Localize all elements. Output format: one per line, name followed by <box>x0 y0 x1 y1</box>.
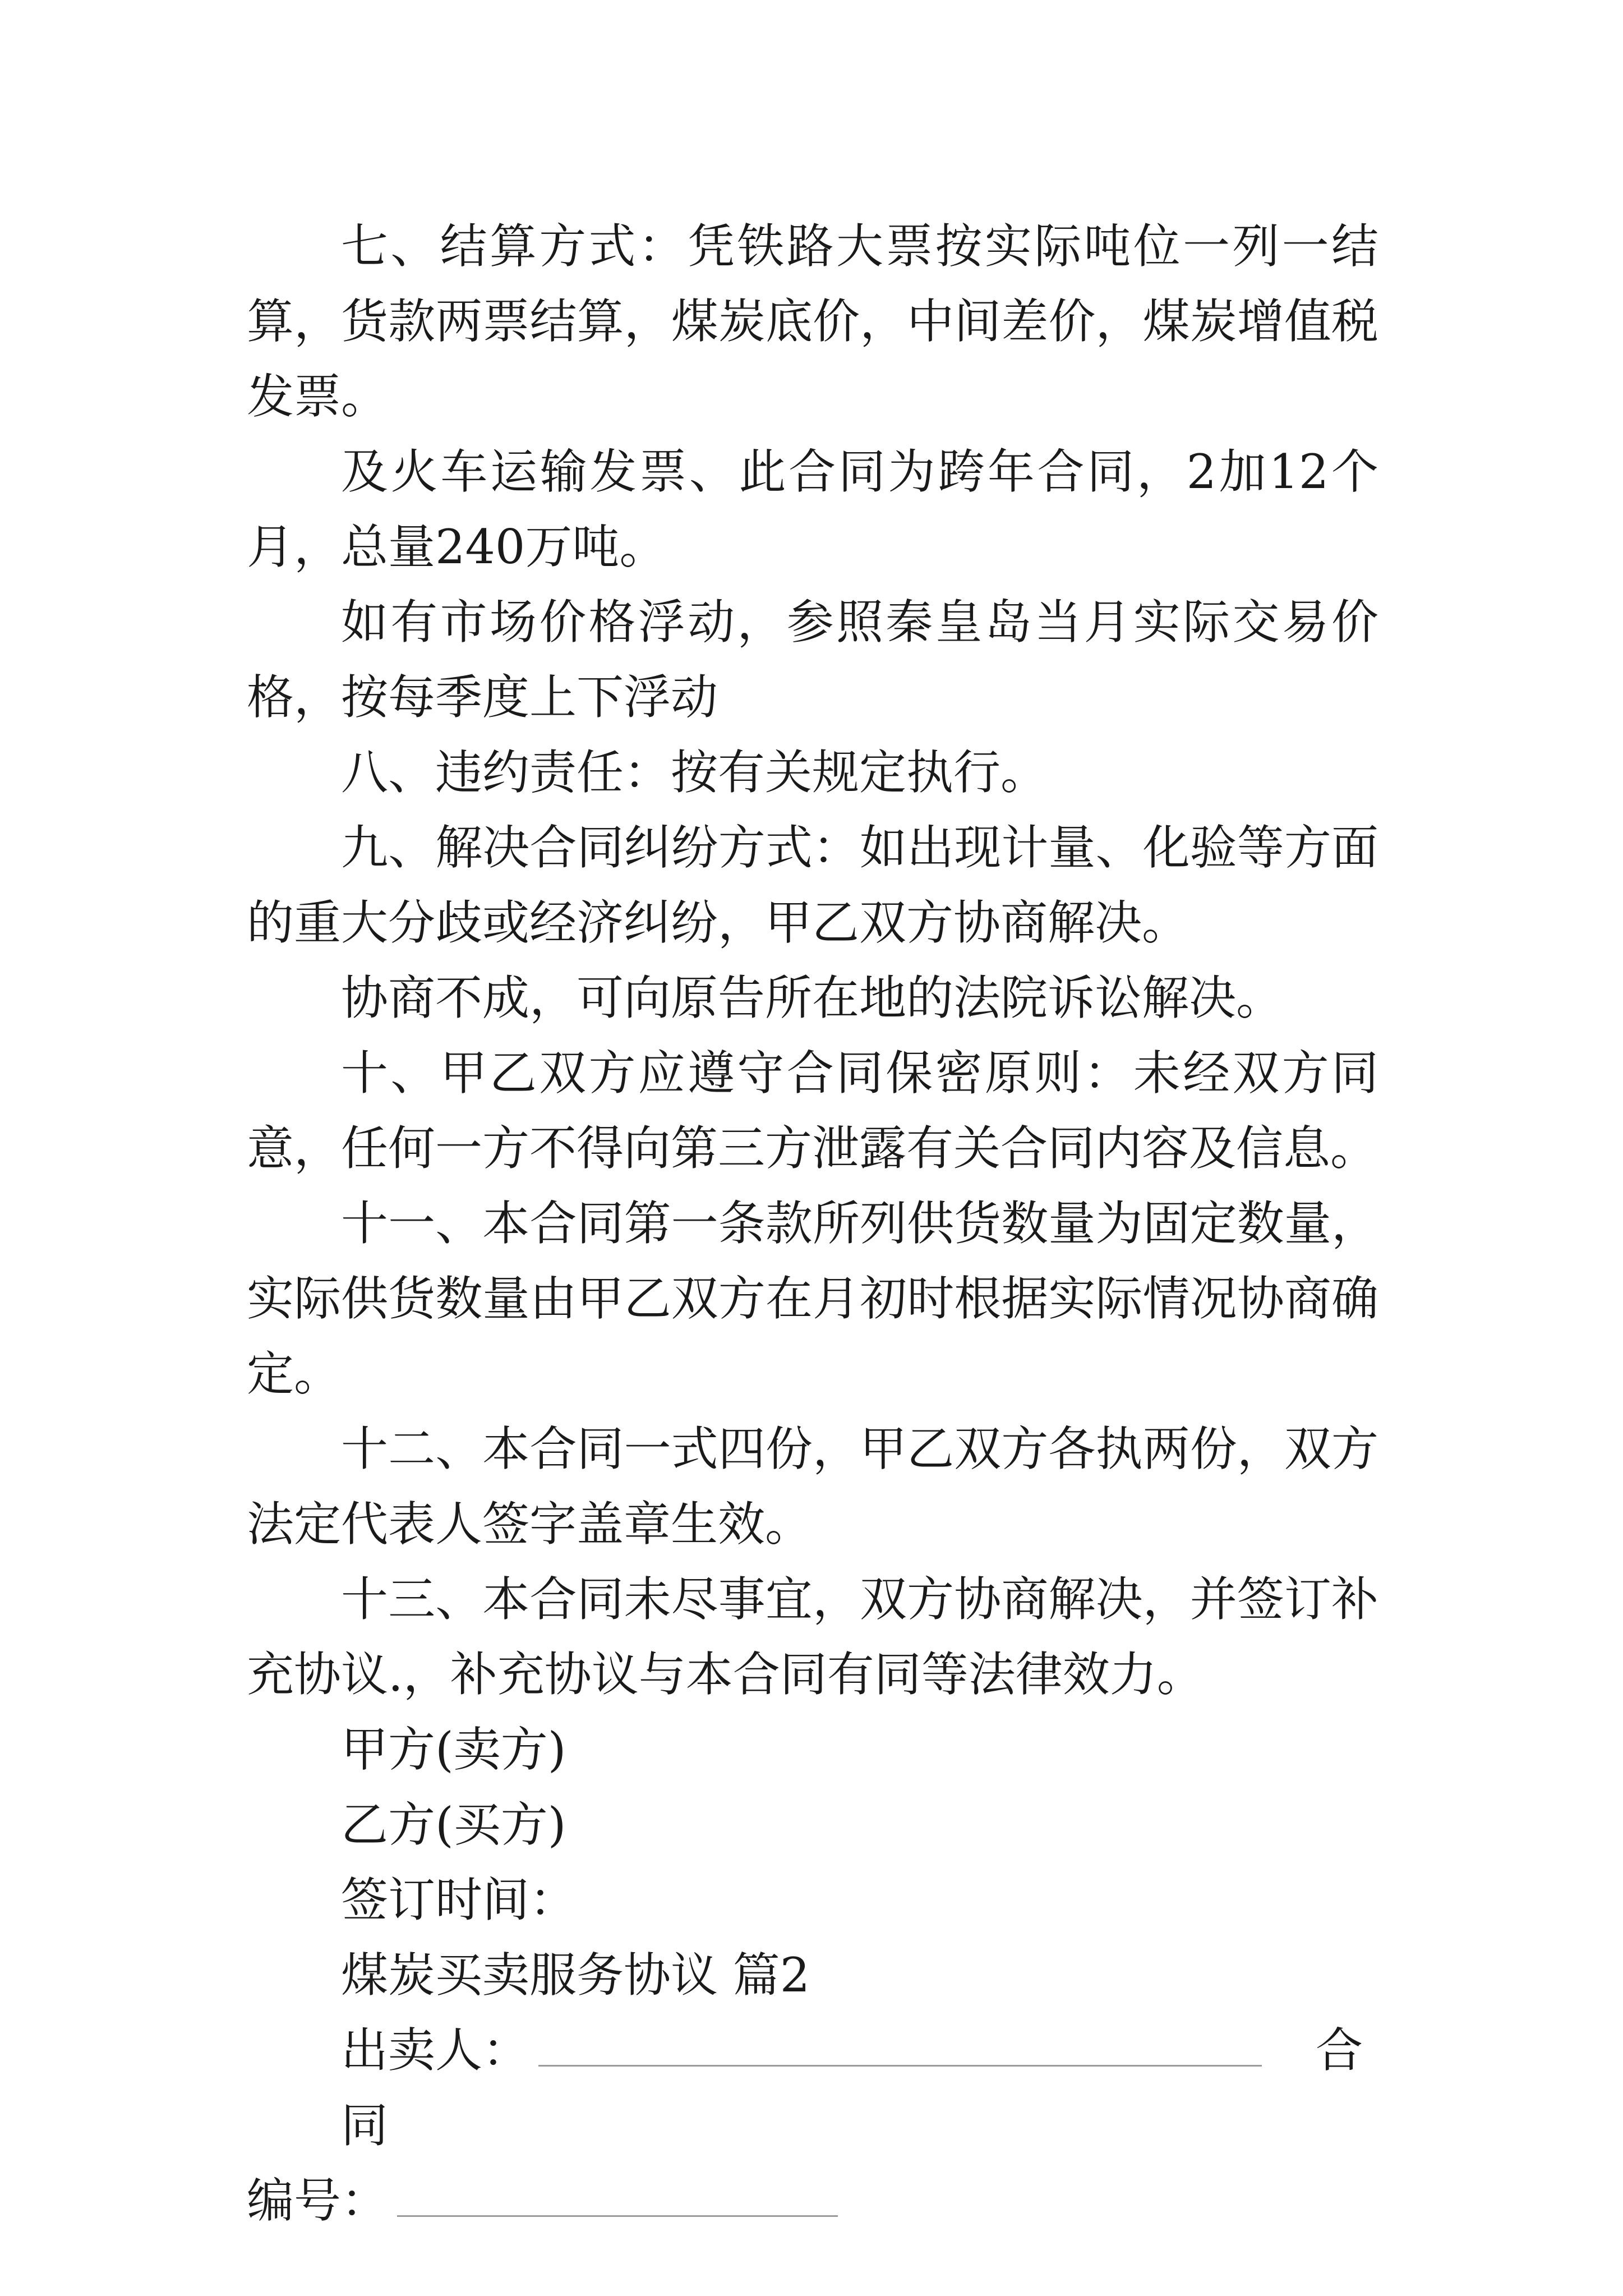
clause-7-price-float: 如有市场价格浮动，参照秦皇岛当月实际交易价格，按每季度上下浮动 <box>247 595 1378 725</box>
seller-label: 出卖人： <box>341 2023 530 2078</box>
party-b-label: 乙方(买方) <box>341 1797 566 1852</box>
contract-number-row <box>247 2163 1378 2238</box>
clause-11-quantity: 十一、本合同第一条款所列供货数量为固定数量，实际供货数量由甲乙双方在月初时根据实际情况协商确定。 <box>247 1196 1378 1401</box>
contract-label-part1: 合同 <box>341 2023 1363 2153</box>
clause-7-settlement: 七、结算方式：凭铁路大票按实际吨位一列一结算，货款两票结算，煤炭底价，中间差价，煤炭增值税发票。 <box>247 219 1378 424</box>
seller-row <box>247 2013 1378 2163</box>
clause-13-supplement: 十三、本合同未尽事宜，双方协商解决，并签订补充协议.，补充协议与本合同有同等法律效力。 <box>247 1572 1378 1702</box>
clause-9-disputes: 九、解决合同纠纷方式：如出现计量、化验等方面的重大分歧或经济纠纷，甲乙双方协商解决。 <box>247 820 1378 950</box>
clause-10-confidentiality: 十、甲乙双方应遵守合同保密原则：未经双方同意，任何一方不得向第三方泄露有关合同内容及信息。 <box>247 1046 1378 1176</box>
clause-7-transport-invoice: 及火车运输发票、此合同为跨年合同，2加12个月，总量240万吨。 <box>247 444 1378 574</box>
contract-number-label: 编号： <box>247 2173 389 2228</box>
clause-12-copies: 十二、本合同一式四份，甲乙双方各执两份，双方法定代表人签字盖章生效。 <box>247 1421 1378 1552</box>
party-a-label: 甲方(卖方) <box>341 1722 566 1777</box>
clause-9-litigation: 协商不成，可向原告所在地的法院诉讼解决。 <box>341 970 1284 1025</box>
section-title: 煤炭买卖服务协议 篇2 <box>341 1948 810 2003</box>
clause-8-breach: 八、违约责任：按有关规定执行。 <box>341 745 1048 800</box>
seller-blank-line[interactable] <box>538 2026 1262 2067</box>
sign-date-label: 签订时间： <box>341 1872 577 1927</box>
contract-body <box>247 209 1378 2238</box>
contract-number-blank-line[interactable] <box>397 2176 838 2217</box>
